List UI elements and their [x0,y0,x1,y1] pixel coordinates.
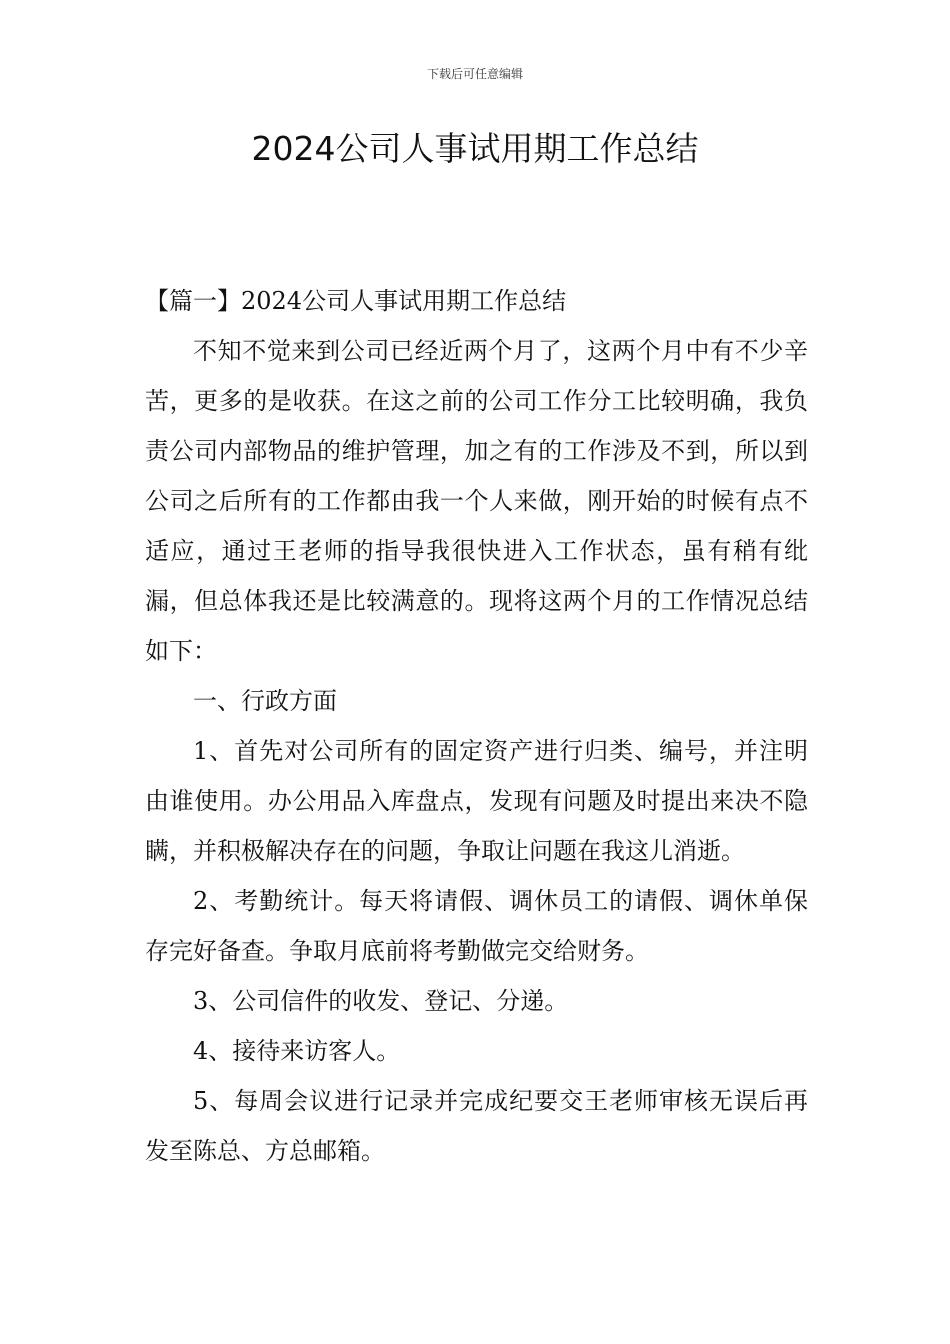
list-item-5: 5、每周会议进行记录并完成纪要交王老师审核无误后再发至陈总、方总邮箱。 [145,1087,808,1165]
document-title: 2024公司人事试用期工作总结 [251,129,699,168]
subsection-heading: 一、行政方面 [193,687,337,715]
list-item-2: 2、考勤统计。每天将请假、调休员工的请假、调休单保存完好备查。争取月底前将考勤做完交给财务。 [145,887,808,965]
document-body [145,276,808,1176]
list-item-1: 1、首先对公司所有的固定资产进行归类、编号，并注明由谁使用。办公用品入库盘点，发现有问题及时提出来决不隐瞒，并积极解决存在的问题，争取让问题在我这儿消逝。 [145,737,808,865]
list-item-4: 4、接待来访客人。 [193,1037,401,1065]
intro-paragraph: 不知不觉来到公司已经近两个月了，这两个月中有不少辛苦，更多的是收获。在这之前的公司工作分工比较明确，我负责公司内部物品的维护管理，加之有的工作涉及不到，所以到公司之后所有的工作都由我一个人来做，刚开始的时候有点不适应，通过王老师的指导我很快进入工作状态，虽有稍有纰漏，但总体我还是比较满意的。现将这两个月的工作情况总结如下： [145,337,808,665]
list-item-3: 3、公司信件的收发、登记、分递。 [193,987,569,1015]
section-heading: 【篇一】2024公司人事试用期工作总结 [145,287,567,315]
header-note: 下载后可任意编辑 [426,67,523,81]
